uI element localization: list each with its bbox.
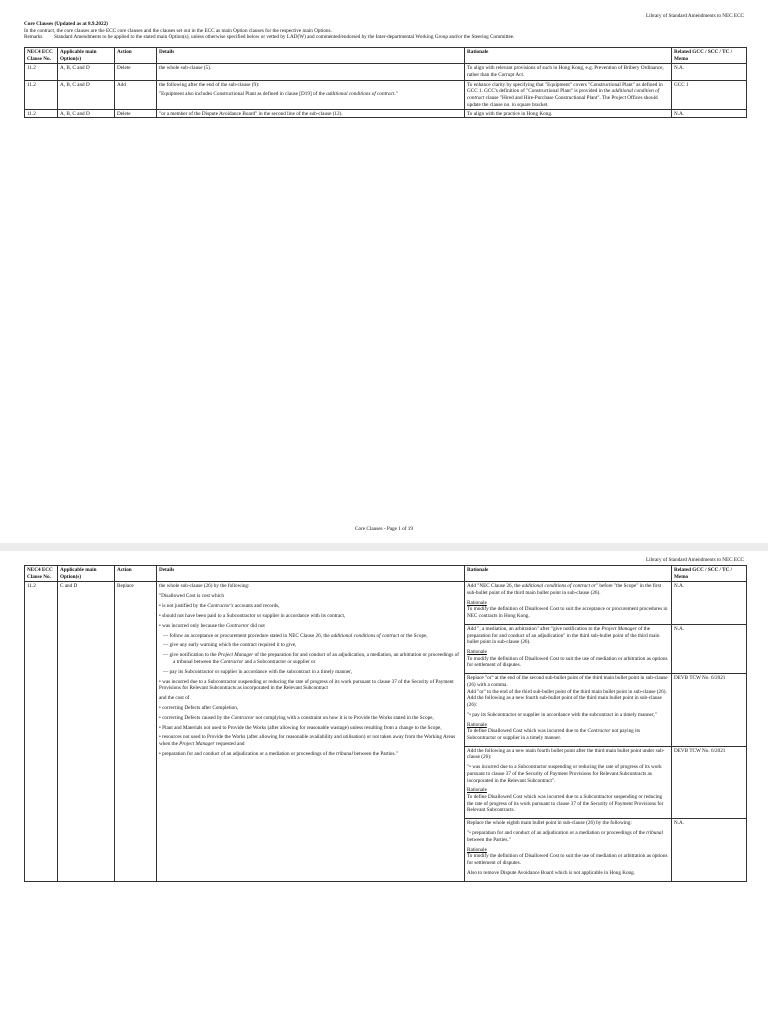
- cell-action: Add: [115, 80, 157, 110]
- page-footer: Core Clauses - Page 1 of 19: [355, 526, 413, 532]
- col-action: Action: [115, 566, 157, 582]
- remarks-line: [24, 34, 744, 41]
- remarks-text: Standard Amendments to be applied to the stated main Option(s), unless otherwise specified below or vetted by LAD(W) and commented/endorsed by the Inter-departmental Working Group and/or the Steering Committee.: [54, 34, 515, 41]
- cell-rationale: Add the following as a new main fourth bullet point after the third main bullet point under sub-clause (26): "• was incurred due to a Subcontractor suspending or reducing the rate of progress of its work pursuant to clause 37 of the Security of Payment Provisions for Relevant Subcontracts as incorporated in the Relevant Subcontract". Rationale To define Disallowed Cost which was incurred due to a Subcontractor suspending or reducing the rate of progress of its work pursuant to clause 37 of the Security of Payment Provisions for Relevant Subcontracts.: [465, 746, 672, 818]
- intro-block: [24, 21, 744, 41]
- cell-related: GCC 1: [672, 80, 747, 110]
- table-row: [25, 110, 747, 118]
- document-header: Library of Standard Amendments to NEC ECC: [646, 557, 744, 563]
- cell-rationale: Add "NEC Clause 26, the additional conditions of contract or" before "the Scope" in the first sub-bullet point of the third main bullet point in sub-clause (26). Rationale To modify the definition of Disallowed Cost to suit the acceptance or procurement procedures in NEC contracts in Hong Kong.: [465, 582, 672, 625]
- cell-rationale: To align with relevant provisions of such in Hong Kong, e.g. Prevention of Bribery Ordinance, rather than the Corrupt Act.: [465, 64, 672, 80]
- col-details: Details: [157, 48, 465, 64]
- cell-clause: 11.2: [25, 64, 58, 80]
- cell-related: DEVB TCW No. 6/2021: [672, 674, 747, 746]
- cell-related: DEVB TCW No. 6/2021: [672, 746, 747, 818]
- col-option: Applicable main Option(s): [58, 48, 115, 64]
- cell-details: the whole sub-clause (26) by the following: "Disallowed Cost is cost which • is not justified by the Contractor's accounts and records, • should not have been paid to a Subcontractor or supplier in accordance with its contract, • was incurred only because the Contractor did not — follow an acceptance or procurement procedure stated in NEC Clause 26, the additional conditions of contract or the Scope, — give any early warning which the contract required it to give, — give notification to the Project Manager of the preparation for and conduct of an adjudication, a mediation, an arbitration or proceedings of a tribunal between the Contractor and a Subcontractor or supplier or — pay its Subcontractor or supplier in accordance with the subcontract in a timely manner, • was incurred due to a Subcontractor suspending or reducing the rate of progress of its work pursuant to clause 37 of the Security of Payment Provisions for Relevant Subcontracts as incorporated in the Relevant Subcontract and the cost of • correcting Defects after Completion, • correcting Defects caused by the Contractor not complying with a constraint on how it is to Provide the Works stated in the Scope, • Plant and Materials not used to Provide the Works (after allowing for reasonable wastage) unless resulting from a change to the Scope, • resources not used to Provide the Works (after allowing for reasonable availability and utilisation) or not taken away from the Working Areas when the Project Manager requested and • preparation for and conduct of an adjudication or a mediation or proceedings of the tribunal between the Parties.": [157, 582, 465, 881]
- col-related: Related GCC / SCC / TC / Memo: [672, 566, 747, 582]
- col-related: Related GCC / SCC / TC / Memo: [672, 48, 747, 64]
- cell-action: Delete: [115, 64, 157, 80]
- cell-action: Delete: [115, 110, 157, 118]
- cell-details: the whole sub-clause (5).: [157, 64, 465, 80]
- col-rationale: Rationale: [465, 566, 672, 582]
- col-clause: NEC4 ECC Clause No.: [25, 48, 58, 64]
- cell-related: N.A.: [672, 110, 747, 118]
- document-header: Library of Standard Amendments to NEC ECC: [646, 13, 744, 19]
- cell-related: N.A.: [672, 64, 747, 80]
- cell-action: Replace: [115, 582, 157, 881]
- col-option: Applicable main Option(s): [58, 566, 115, 582]
- document-page-2: [0, 553, 768, 1024]
- col-clause: NEC4 ECC Clause No.: [25, 566, 58, 582]
- page-separator: [0, 543, 768, 551]
- col-details: Details: [157, 566, 465, 582]
- cell-rationale: To align with the practice in Hong Kong.: [465, 110, 672, 118]
- cell-clause: 11.2: [25, 582, 58, 881]
- table-row: [25, 80, 747, 110]
- cell-related: N.A.: [672, 582, 747, 625]
- col-rationale: Rationale: [465, 48, 672, 64]
- amendments-table-page-1: [24, 47, 747, 118]
- amendments-table-page-2: [24, 565, 747, 882]
- cell-rationale: Add ", a mediation, an arbitration" after "give notification to the Project Manager of the preparation for and conduct of an adjudication" in the third sub-bullet point of the third main bullet point in sub-clause (26). Rationale To modify the definition of Disallowed Cost to suit the use of mediation or arbitration as options for settlement of disputes.: [465, 624, 672, 673]
- cell-rationale: Replace the whole eighth main bullet point in sub-clause (26) by the following: "• preparation for and conduct of an adjudication or a mediation or proceedings of the tribunal between the Parties." Rationale To modify the definition of Disallowed Cost to suit the use of mediation or arbitration as options for settlement of disputes. Also to remove Dispute Avoidance Board which is not applicable in Hong Kong.: [465, 819, 672, 881]
- table-row: [25, 64, 747, 80]
- cell-clause: 11.2: [25, 80, 58, 110]
- cell-details: "or a member of the Dispute Avoidance Board" in the second line of the sub-clause (12).: [157, 110, 465, 118]
- section-title: Core Clauses (Updated as at 8.9.2022): [24, 21, 108, 27]
- cell-option: A, B, C and D: [58, 80, 115, 110]
- remarks-label: Remarks: [24, 34, 43, 41]
- cell-option: A, B, C and D: [58, 64, 115, 80]
- cell-option: C and D: [58, 582, 115, 881]
- details-text: the following after the end of the sub-clause (9):: [159, 81, 260, 88]
- col-action: Action: [115, 48, 157, 64]
- table-header-row: [25, 566, 747, 582]
- cell-related: N.A.: [672, 624, 747, 673]
- cell-clause: 11.2: [25, 110, 58, 118]
- cell-details: [157, 80, 465, 110]
- table-row: [25, 582, 747, 625]
- cell-rationale: Replace "or" at the end of the second sub-bullet point of the third main bullet point in sub-clause (26) with a comma. Add "or" to the end of the third sub-bullet point of the third main bullet point in sub-clause (26). Add the following as a new fourth sub-bullet point of the third main bullet point in sub-clause (26): "• pay its Subcontractor or supplier in accordance with the subcontract in a timely manner," Rationale To define Disallowed Cost which was incurred due to the Contractor not paying its Subcontractor or supplier in a timely manner.: [465, 674, 672, 746]
- cell-option: A, B, C and D: [58, 110, 115, 118]
- cell-related: N.A.: [672, 819, 747, 881]
- intro-line: In the contract, the core clauses are the ECC core clauses and the clauses set out in the ECC as main Option clauses for the respective main Options.: [24, 27, 332, 34]
- details-text: "Equipment also includes Constructional Plant as defined in clause [D19] of the additional conditions of contract.": [159, 91, 398, 98]
- cell-rationale: To enhance clarity by specifying that "Equipment" covers "Constructional Plant" as defined in GCC 1. GCC's definition of "Constructional Plant" is provided in the additional condition of contract clause "Hired and Hire-Purchase Constructional Plant". The Project Offices should update the clause no. in square bracket.: [465, 80, 672, 110]
- table-header-row: [25, 48, 747, 64]
